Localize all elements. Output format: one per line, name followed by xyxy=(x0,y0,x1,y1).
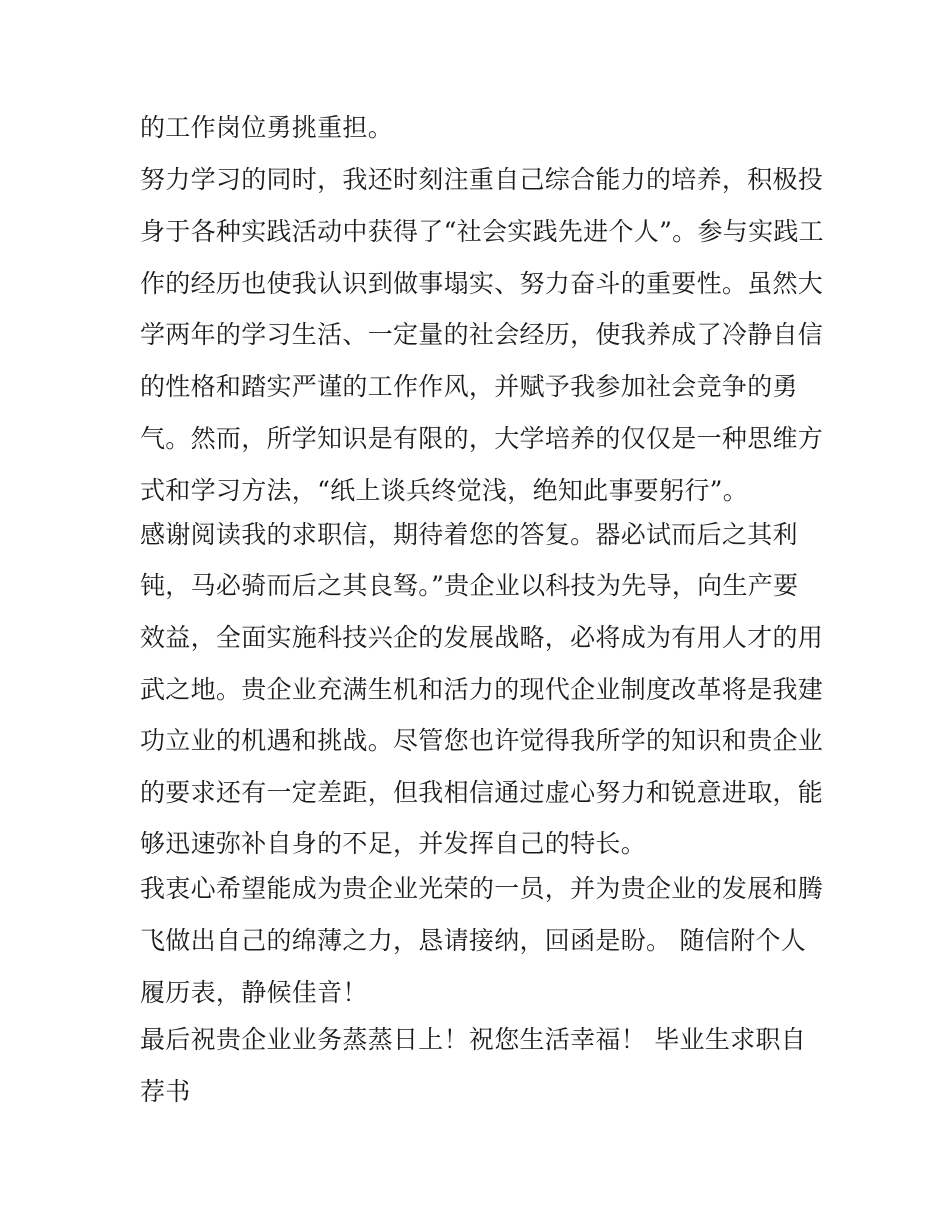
text-line: 努力学习的同时，我还时刻注重自己综合能力的培养，积极投 xyxy=(140,165,824,194)
text-line: 履历表，静候佳音！ xyxy=(140,978,368,1007)
text-line: 的工作岗位勇挑重担。 xyxy=(140,113,394,142)
text-line: 作的经历也使我认识到做事塌实、努力奋斗的重要性。虽然大 xyxy=(140,269,824,298)
text-line: 感谢阅读我的求职信，期待着您的答复。器必试而后之其利 xyxy=(140,520,798,549)
text-line: 式和学习方法，“纸上谈兵终觉浅，绝知此事要躬行”。 xyxy=(140,476,749,505)
text-line: 飞做出自己的绵薄之力，恳请接纳，回函是盼。 随信附个人 xyxy=(140,926,807,955)
text-line: 够迅速弥补自身的不足，并发挥自己的特长。 xyxy=(140,829,647,858)
text-line: 效益，全面实施科技兴企的发展战略，必将成为有用人才的用 xyxy=(140,623,824,652)
text-line: 我衷心希望能成为贵企业光荣的一员，并为贵企业的发展和腾 xyxy=(140,874,824,903)
text-line: 学两年的学习生活、一定量的社会经历，使我养成了冷静自信 xyxy=(140,320,824,349)
text-line: 钝，马必骑而后之其良驽。”贵企业以科技为先导，向生产要 xyxy=(140,571,799,600)
text-line: 的要求还有一定差距，但我相信通过虚心努力和锐意进取，能 xyxy=(140,778,824,807)
text-line: 身于各种实践活动中获得了“社会实践先进个人”。参与实践工 xyxy=(140,217,824,246)
text-line: 荐书 xyxy=(140,1077,191,1106)
text-line: 最后祝贵企业业务蒸蒸日上！祝您生活幸福！ 毕业生求职自 xyxy=(140,1025,807,1054)
text-line: 武之地。贵企业充满生机和活力的现代企业制度改革将是我建 xyxy=(140,675,824,704)
text-line: 功立业的机遇和挑战。尽管您也许觉得我所学的知识和贵企业 xyxy=(140,726,824,755)
text-line: 气。然而，所学知识是有限的，大学培养的仅仅是一种思维方 xyxy=(140,424,824,453)
text-line: 的性格和踏实严谨的工作作风，并赋予我参加社会竞争的勇 xyxy=(140,372,798,401)
